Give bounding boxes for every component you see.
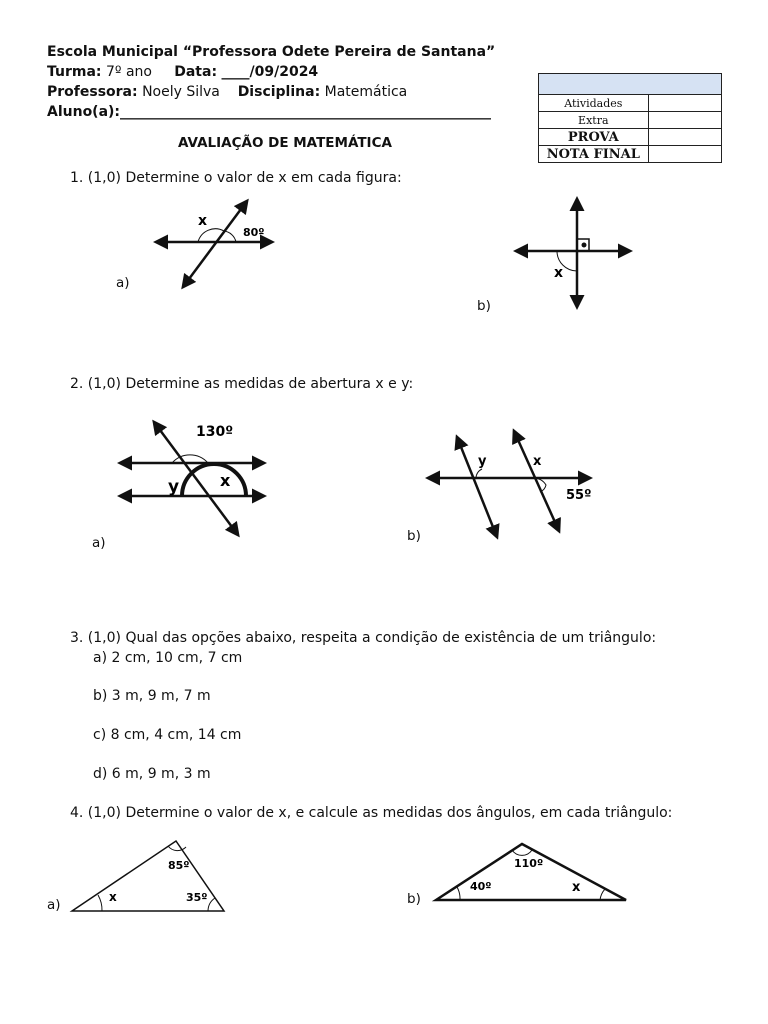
q2b-x-label: x xyxy=(533,454,542,469)
professora-line xyxy=(47,82,407,102)
q4b-top-angle: 110º xyxy=(514,857,544,870)
q2-figure-b xyxy=(422,425,597,540)
q1a-angle-label: 80º xyxy=(243,226,265,239)
q2a-y-label: y xyxy=(168,477,180,497)
q4-fig-b-label: b) xyxy=(407,891,421,907)
q1-fig-b-label: b) xyxy=(477,298,491,314)
q3-option-d: d) 6 m, 9 m, 3 m xyxy=(93,766,211,782)
q2a-angle-label: 130º xyxy=(196,424,234,440)
q4-figure-b xyxy=(430,840,630,905)
grade-row-extra: Extra xyxy=(539,112,649,129)
question-4: 4. (1,0) Determine o valor de x, e calcule as medidas dos ângulos, em cada triângulo: xyxy=(70,805,673,821)
q4b-left-angle: 40º xyxy=(470,880,492,893)
school-name: Escola Municipal “Professora Odete Pereira de Santana” xyxy=(47,44,496,60)
disciplina-label: Disciplina: xyxy=(237,84,321,100)
q1a-x-label: x xyxy=(198,213,208,229)
professora-value: Noely Silva xyxy=(142,84,220,100)
aluno-fill-line: _____________________________________________________ xyxy=(120,104,492,120)
q1-figure-b xyxy=(510,195,635,310)
q4b-x-label: x xyxy=(572,880,581,895)
grade-row-prova: PROVA xyxy=(539,129,649,146)
q4-figure-a xyxy=(68,835,228,915)
grade-table-header xyxy=(539,74,722,95)
aluno-label: Aluno(a): xyxy=(47,104,121,120)
turma-label: Turma: xyxy=(47,64,102,80)
q4a-top-angle: 85º xyxy=(168,859,190,872)
q3-option-b: b) 3 m, 9 m, 7 m xyxy=(93,688,211,704)
q2-figure-a xyxy=(112,415,272,540)
data-label: Data: xyxy=(174,64,218,80)
q1-fig-a-label: a) xyxy=(116,275,130,291)
q1b-x-label: x xyxy=(554,265,564,281)
grade-cell[interactable] xyxy=(648,146,721,163)
q4a-x-label: x xyxy=(109,890,117,904)
q2b-angle-label: 55º xyxy=(566,488,592,503)
q2b-y-label: y xyxy=(478,454,487,469)
disciplina-value: Matemática xyxy=(324,84,408,100)
grade-table xyxy=(538,73,722,163)
q1-figure-a xyxy=(150,195,280,295)
grade-cell[interactable] xyxy=(648,129,721,146)
turma-line xyxy=(47,62,318,82)
grade-cell[interactable] xyxy=(648,112,721,129)
q2-fig-b-label: b) xyxy=(407,528,421,544)
professora-label: Professora: xyxy=(47,84,138,100)
q4-fig-a-label: a) xyxy=(47,897,61,913)
question-3: 3. (1,0) Qual das opções abaixo, respeita a condição de existência de um triângulo: xyxy=(70,630,657,646)
grade-row-nota-final: NOTA FINAL xyxy=(539,146,649,163)
aluno-line xyxy=(47,102,491,122)
q4a-right-angle: 35º xyxy=(186,891,208,904)
grade-row-atividades: Atividades xyxy=(539,95,649,112)
q3-option-a: a) 2 cm, 10 cm, 7 cm xyxy=(93,650,243,666)
turma-value: 7º ano xyxy=(105,64,152,80)
exam-title: AVALIAÇÃO DE MATEMÁTICA xyxy=(178,135,392,151)
q2-fig-a-label: a) xyxy=(92,535,106,551)
q3-option-c: c) 8 cm, 4 cm, 14 cm xyxy=(93,727,242,743)
question-2: 2. (1,0) Determine as medidas de abertura x e y: xyxy=(70,376,414,392)
question-1: 1. (1,0) Determine o valor de x em cada figura: xyxy=(70,170,402,186)
data-value: ____/09/2024 xyxy=(221,64,319,80)
q2a-x-label: x xyxy=(220,471,231,490)
grade-cell[interactable] xyxy=(648,95,721,112)
